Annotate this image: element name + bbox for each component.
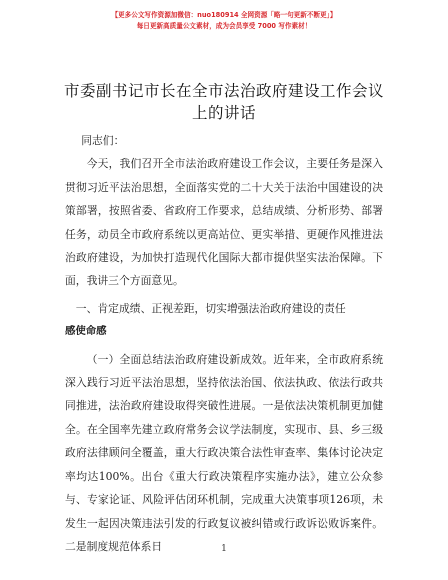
title-line2: 上的讲话 xyxy=(191,104,256,122)
section-heading-continued: 感使命感 xyxy=(65,325,107,338)
body-paragraph: （一）全面总结法治政府建设新成效。近年来，全市政府系统深入践行习近平法治思想，坚持依法治国、依法执政、依法行政共同推进，法治政府建设取得突破性进展。一是依法决策机制更加健全。在全国率先建立政府常务会议学法制度，实现市、县、乡三级政府法律顾问全覆盖，重大行政决策合法性审查率、集体讨论决定率均达100%。出台《重大行政决策程序实施办法》，建立公众参与、专家论证、风险评估闭环机制，完成重大决策事项126项，未发生一起因决策违法引发的行政复议被纠错或行政诉讼败诉案件。二是制度规范体系日 xyxy=(65,352,383,553)
promo-banner xyxy=(0,10,448,32)
document-body xyxy=(65,129,383,558)
section-heading: 一、肯定成绩、正视差距，切实增强法治政府建设的责任 xyxy=(75,301,346,315)
document-title xyxy=(50,80,398,124)
intro-paragraph: 今天，我们召开全市法治政府建设工作会议，主要任务是深入贯彻习近平法治思想，全面落实党的二十大关于法治中国建设的决策部署，按照省委、省政府工作要求，总结成绩、分析形势、部署任务，动员全市政府系统以更高站位、更实举措、更硬作风推进法治政府建设，为加快打造现代化国际大都市提供坚实法治保障。下面，我讲三个方面意见。 xyxy=(65,157,383,288)
greeting: 同志们： xyxy=(81,134,125,147)
page-number: 1 xyxy=(221,544,227,554)
title-line1: 市委副书记市长在全市法治政府建设工作会议 xyxy=(63,82,384,100)
promo-banner-line1: 【更多公文写作资源加微信：nuo180914 全网资源「略一句更新不断更」】 xyxy=(111,11,337,19)
promo-banner-line2: 每日更新高质量公文素材，成为会员享受 7000 写作素材！ xyxy=(136,22,312,30)
